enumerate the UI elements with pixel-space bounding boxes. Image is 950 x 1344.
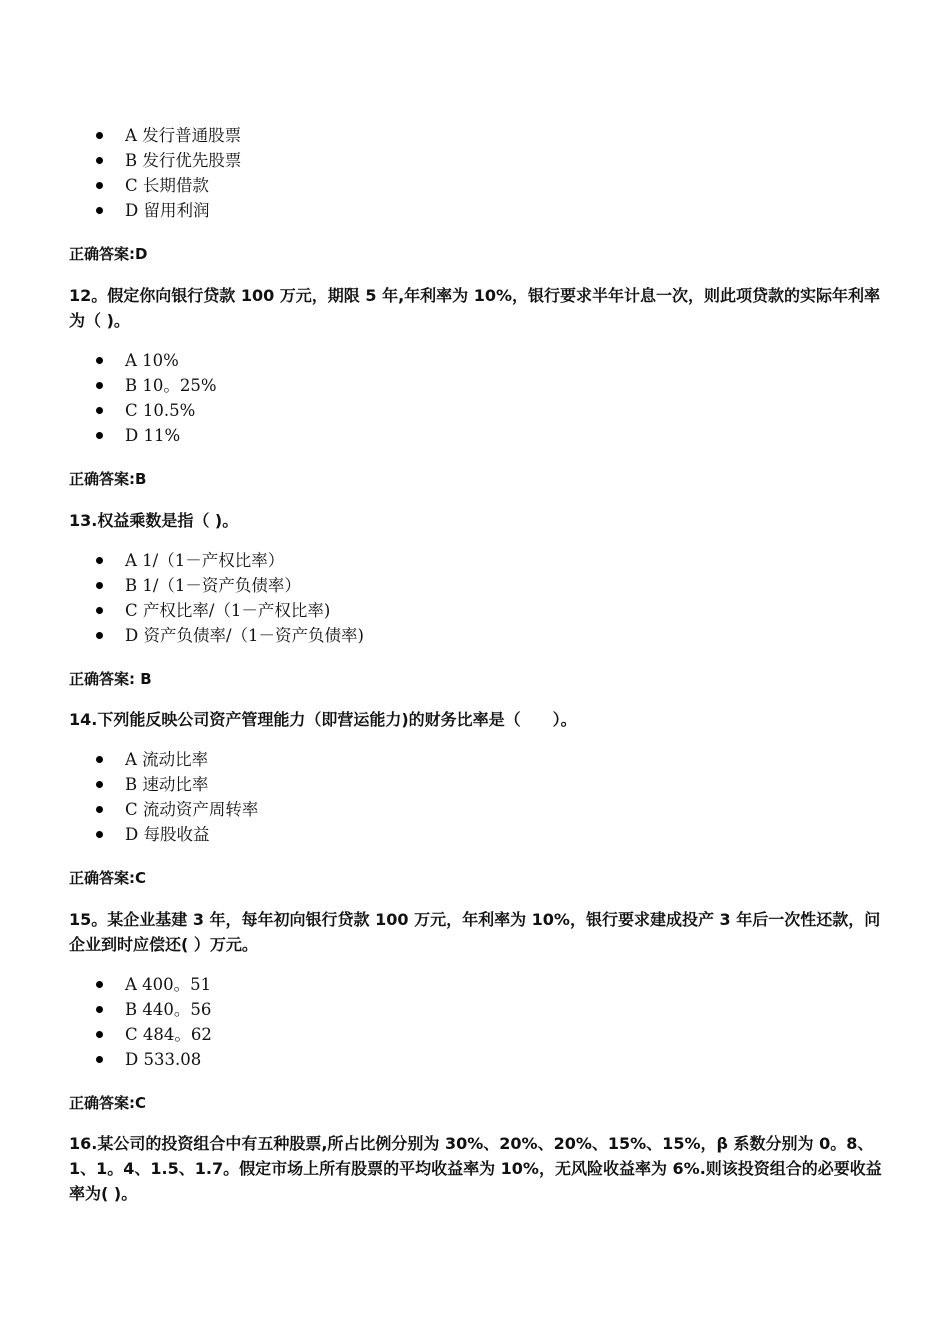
question-text: 16.某公司的投资组合中有五种股票,所占比例分别为 30%、20%、20%、15%、15%，β 系数分别为 0。8、1、1。4、1.5、1.7。假定市场上所有股票的平均收益率为 10%，无风险收益率为 6%.则该投资组合的必要收益率为( )。 [69, 1134, 882, 1203]
correct-answer: 正确答案:B [69, 470, 147, 488]
option-c: C 长期借款 [96, 173, 241, 198]
option-a: A 1/（1－产权比率） [96, 548, 364, 573]
option-a: A 400。51 [96, 972, 212, 997]
options-list [96, 123, 241, 223]
question-text: 15。某企业基建 3 年，每年初向银行贷款 100 万元，年利率为 10%，银行要求建成投产 3 年后一次性还款，问企业到时应偿还( ）万元。 [69, 910, 881, 954]
bullet-icon [96, 207, 103, 214]
bullet-icon [96, 632, 103, 639]
option-d: D 533.08 [96, 1047, 212, 1072]
option-a: A 10% [96, 348, 217, 373]
bullet-icon [96, 557, 103, 564]
bullet-icon [96, 781, 103, 788]
bullet-icon [96, 1056, 103, 1063]
bullet-icon [96, 132, 103, 139]
correct-answer: 正确答案:D [69, 245, 148, 263]
correct-answer: 正确答案:C [69, 869, 147, 887]
bullet-icon [96, 582, 103, 589]
options-list [96, 548, 364, 648]
question-text: 13.权益乘数是指（ )。 [69, 511, 239, 530]
bullet-icon [96, 981, 103, 988]
bullet-icon [96, 831, 103, 838]
option-c: C 流动资产周转率 [96, 797, 258, 822]
option-a: A 发行普通股票 [96, 123, 241, 148]
bullet-icon [96, 432, 103, 439]
option-d: D 资产负债率/（1－资产负债率) [96, 623, 364, 648]
bullet-icon [96, 157, 103, 164]
option-b: B 10。25% [96, 373, 217, 398]
bullet-icon [96, 1006, 103, 1013]
option-c: C 484。62 [96, 1022, 212, 1047]
bullet-icon [96, 607, 103, 614]
options-list [96, 747, 258, 847]
option-a: A 流动比率 [96, 747, 258, 772]
bullet-icon [96, 756, 103, 763]
question-text: 14.下列能反映公司资产管理能力（即营运能力)的财务比率是（ ）。 [69, 710, 577, 729]
option-b: B 速动比率 [96, 772, 258, 797]
bullet-icon [96, 357, 103, 364]
option-b: B 发行优先股票 [96, 148, 241, 173]
option-d: D 11% [96, 423, 217, 448]
option-c: C 产权比率/（1－产权比率) [96, 598, 364, 623]
bullet-icon [96, 407, 103, 414]
question-text: 12。假定你向银行贷款 100 万元，期限 5 年,年利率为 10%，银行要求半年计息一次，则此项贷款的实际年利率为（ )。 [69, 286, 881, 330]
option-b: B 440。56 [96, 997, 212, 1022]
option-d: D 每股收益 [96, 822, 258, 847]
correct-answer: 正确答案: B [69, 670, 152, 688]
option-b: B 1/（1－资产负债率） [96, 573, 364, 598]
option-c: C 10.5% [96, 398, 217, 423]
correct-answer: 正确答案:C [69, 1094, 147, 1112]
bullet-icon [96, 182, 103, 189]
options-list [96, 348, 217, 448]
bullet-icon [96, 1031, 103, 1038]
options-list [96, 972, 212, 1072]
bullet-icon [96, 382, 103, 389]
bullet-icon [96, 806, 103, 813]
option-d: D 留用利润 [96, 198, 241, 223]
